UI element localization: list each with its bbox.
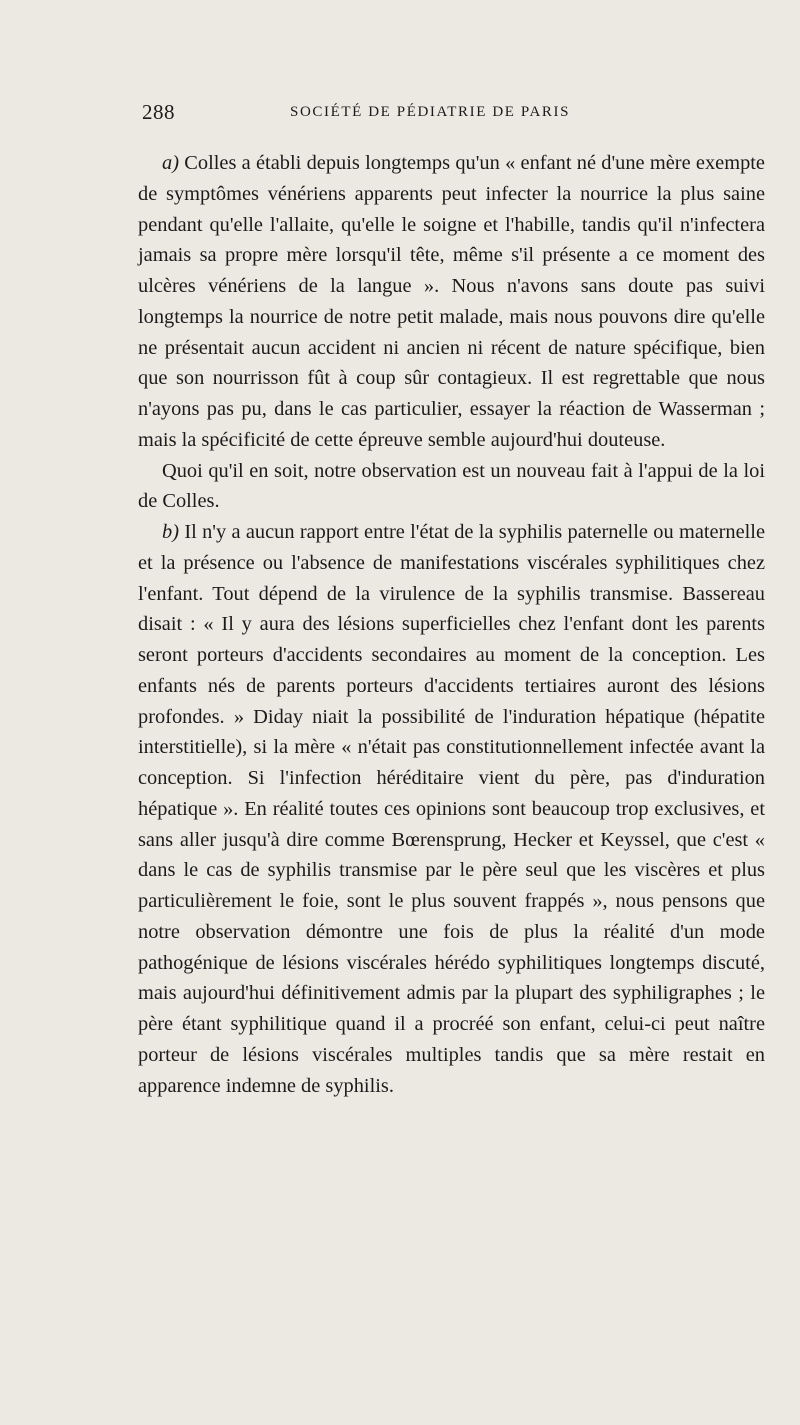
paragraph-text: Quoi qu'il en soit, notre observation est un nouveau fait à l'appui de la loi de Colles. [138,459,765,513]
paragraph-b [138,517,765,1101]
body-text [138,148,765,1101]
paragraph-text: Il n'y a aucun rapport entre l'état de la syphilis paternelle ou maternelle et la présence ou l'absence de manifestations viscérales syphilitiques chez l'enfant. Tout dépend de la virulence de la syphilis transmise. Bassereau disait : « Il y aura des lésions superficielles chez l'enfant dont les parents seront porteurs d'accidents secondaires au moment de la conception. Les enfants nés de parents porteurs d'accidents tertiaires auront des lésions profondes. » Diday niait la possibilité de l'induration hépatique (hépatite interstitielle), si la mère « n'était pas constitutionnellement infectée avant la conception. Si l'infection héréditaire vient du père, pas d'induration hépatique ». En réalité toutes ces opinions sont beaucoup trop exclusives, et sans aller jusqu'à dire comme Bœrensprung, Hecker et Keyssel, que c'est « dans le cas de syphilis transmise par le père seul que les viscères et plus particulièrement le foie, sont le plus souvent frappés », nous pensons que notre observation démontre une fois de plus la réalité d'un mode pathogénique de lésions viscérales hérédo syphilitiques longtemps discuté, mais aujourd'hui définitivement admis par la plupart des syphiligraphes ; le père étant syphilitique quand il a procréé son enfant, celui-ci peut naître porteur de lésions viscérales multiples tandis que sa mère restait en apparence indemne de syphilis. [138,521,765,1097]
paragraph-marker: b) [162,521,179,543]
running-title: SOCIÉTÉ DE PÉDIATRIE DE PARIS [290,104,571,120]
paragraph-conclusion [138,456,765,518]
page-number: 288 [142,100,175,124]
paragraph-text: Colles a établi depuis longtemps qu'un « enfant né d'une mère exempte de symptômes vénériens apparents peut infecter la nourrice la plus saine pendant qu'elle l'allaite, qu'elle le soigne et l'habille, tandis qu'il n'infectera jamais sa propre mère lorsqu'il tête, même s'il présente a ce moment des ulcères vénériens de la langue ». Nous n'avons sans doute pas suivi longtemps la nourrice de notre petit malade, mais nous pouvons dire qu'elle ne présentait aucun accident ni ancien ni récent de nature spécifique, bien que son nourrisson fût à coup sûr contagieux. Il est regrettable que nous n'ayons pas pu, dans le cas particulier, essayer la réaction de Wasserman ; mais la spécificité de cette épreuve semble aujourd'hui douteuse. [138,152,765,451]
paragraph-marker: a) [162,152,179,174]
paragraph-a [138,148,765,456]
page-header [142,100,622,130]
